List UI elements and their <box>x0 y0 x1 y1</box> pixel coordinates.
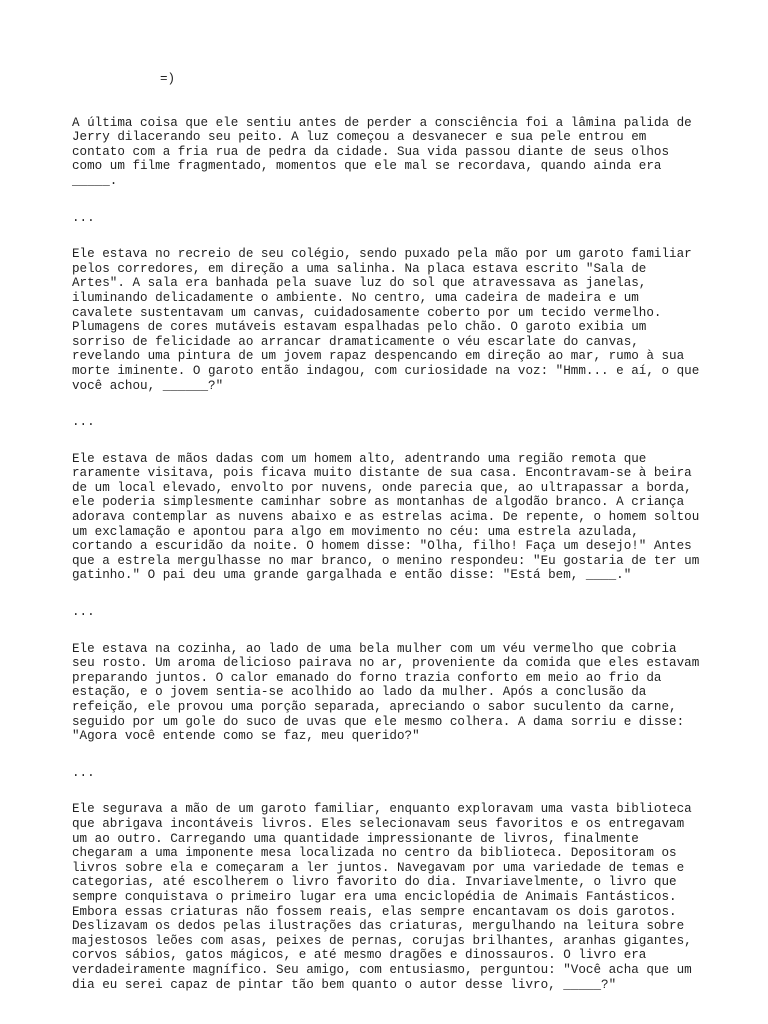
spacer <box>72 87 696 116</box>
paragraph-4 <box>72 641 700 744</box>
text-line: ele poderia simplesmente caminhar sobre as montanhas de algodão branco. A criança <box>72 495 685 510</box>
text-line: raramente visitava, pois ficava muito distante de sua casa. Encontravam-se à beira <box>72 466 692 481</box>
text-line: um exclamação e apontou para algo em movimento no céu: uma estrela azulada, <box>72 524 639 539</box>
text-line: A última coisa que ele sentiu antes de perder a consciência foi a lâmina palida de <box>72 115 692 130</box>
text-line: gatinho." O pai deu uma grande gargalhada e então disse: "Está bem, ____." <box>72 568 632 583</box>
text-line: sempre conquistava o primeiro lugar era uma enciclopédia de Animais Fantásticos. <box>72 889 677 904</box>
text-line: contato com a fria rua de pedra da cidade. Sua vida passou diante de seus olhos <box>72 144 670 159</box>
text-line: revelando uma pintura de um jovem rapaz despencando em direção ao mar, rumo à sua <box>72 349 685 364</box>
text-line: Jerry dilacerando seu peito. A luz começou a desvanecer e sua pele entrou em <box>72 130 647 145</box>
text-line: Ele segurava a mão de um garoto familiar, enquanto exploravam uma vasta biblioteca <box>72 802 692 817</box>
text-line: Plumagens de cores mutáveis estavam espalhadas pelo chão. O garoto exibia um <box>72 320 647 335</box>
spacer <box>72 393 696 415</box>
text-line: cortando a escuridão da noite. O homem disse: "Olha, filho! Faça um desejo!" Antes <box>72 539 692 554</box>
paragraph-5 <box>72 802 696 992</box>
text-line: Ele estava de mãos dadas com um homem alto, adentrando uma região remota que <box>72 451 647 466</box>
text-line: pelos corredores, em direção a uma salinha. Na placa estava escrito "Sala de <box>72 261 647 276</box>
text-line: corvos sábios, gatos mágicos, e até mesmo dragões e dinossauros. O livro era <box>72 948 647 963</box>
text-line: Ele estava no recreio de seu colégio, sendo puxado pela mão por um garoto familiar <box>72 247 692 262</box>
spacer <box>72 189 696 211</box>
text-line: estação, e o jovem sentia-se acolhido ao lado da mulher. Após a conclusão da <box>72 685 647 700</box>
text-line: refeição, ele provou uma porção separada, apreciando o sabor suculento da carne, <box>72 700 677 714</box>
section-separator: ... <box>72 415 95 430</box>
section-separator: ... <box>72 605 95 620</box>
text-line: Ele estava na cozinha, ao lado de uma bela mulher com um véu vermelho que cobria <box>72 641 677 656</box>
text-line: que a estrela mergulhasse no mar branco, o menino respondeu: "Eu gostaria de ter um <box>72 553 700 568</box>
text-line: de um local elevado, envolto por nuvens, onde parecia que, ao ultrapassar a borda, <box>72 480 692 495</box>
spacer <box>72 583 696 605</box>
text-line: você achou, ______?" <box>72 378 224 393</box>
text-line: sorriso de felicidade ao arrancar dramaticamente o véu escarlate do canvas, <box>72 334 639 349</box>
text-line: seu rosto. Um aroma delicioso pairava no ar, proveniente da comida que eles estavam <box>72 656 700 671</box>
document-page <box>72 72 700 992</box>
emoticon: =) <box>160 72 176 86</box>
spacer <box>72 780 696 802</box>
text-line: categorias, até escolherem o livro favorito do dia. Invariavelmente, o livro que <box>72 875 677 890</box>
text-line: que abrigava incontáveis livros. Eles selecionavam seus favoritos e os entregavam <box>72 816 685 831</box>
text-line: Deslizavam os dedos pelas ilustrações das criaturas, mergulhando na leitura sobre <box>72 919 685 934</box>
text-line: livros sobre ela e começaram a ler juntos. Navegavam por uma variedade de temas e <box>72 860 685 875</box>
text-line: como um filme fragmentado, momentos que ele mal se recordava, quando ainda era <box>72 159 662 174</box>
paragraph-2 <box>72 247 700 393</box>
text-line: "Agora você entende como se faz, meu querido?" <box>72 729 420 744</box>
paragraph-1 <box>72 116 696 189</box>
text-line: preparando juntos. O calor emanado do forno trazia conforto em meio ao frio da <box>72 670 662 685</box>
text-line: Embora essas criaturas não fossem reais, elas sempre encantavam os dois garotos. <box>72 904 677 919</box>
text-line: _____. <box>72 173 118 188</box>
spacer <box>72 225 696 247</box>
text-line: cavalete sustentavam um canvas, cuidadosamente coberto por um tecido vermelho. <box>72 305 662 320</box>
text-line: adorava contemplar as nuvens abaixo e as estrelas acima. De repente, o homem soltou <box>72 510 700 525</box>
text-line: chegaram a uma imponente mesa localizada no centro da biblioteca. Depositoram os <box>72 846 677 861</box>
text-line: dia eu serei capaz de pintar tão bem quanto o autor desse livro, _____?" <box>72 977 617 992</box>
spacer <box>72 430 696 452</box>
text-line: iluminando delicadamente o ambiente. No centro, uma cadeira de madeira e um <box>72 290 639 305</box>
section-separator: ... <box>72 210 95 225</box>
paragraph-3 <box>72 451 700 583</box>
text-line: morte iminente. O garoto então indagou, com curiosidade na voz: "Hmm... e aí, o que <box>72 363 700 378</box>
text-line: verdadeiramente magnífico. Seu amigo, com entusiasmo, perguntou: "Você acha que um <box>72 962 692 977</box>
text-line: um ao outro. Carregando uma quantidade impressionante de livros, finalmente <box>72 831 639 846</box>
spacer <box>72 744 696 766</box>
section-separator: ... <box>72 765 95 780</box>
spacer <box>72 620 696 642</box>
text-line: majestosos leões com asas, peixes de pernas, corujas brilhantes, aranhas gigantes, <box>72 933 692 948</box>
text-line: Artes". A sala era banhada pela suave luz do sol que atravessava as janelas, <box>72 276 647 291</box>
text-line: seguido por um gole do suco de uvas que ele mesmo colhera. A dama sorriu e disse: <box>72 714 685 729</box>
